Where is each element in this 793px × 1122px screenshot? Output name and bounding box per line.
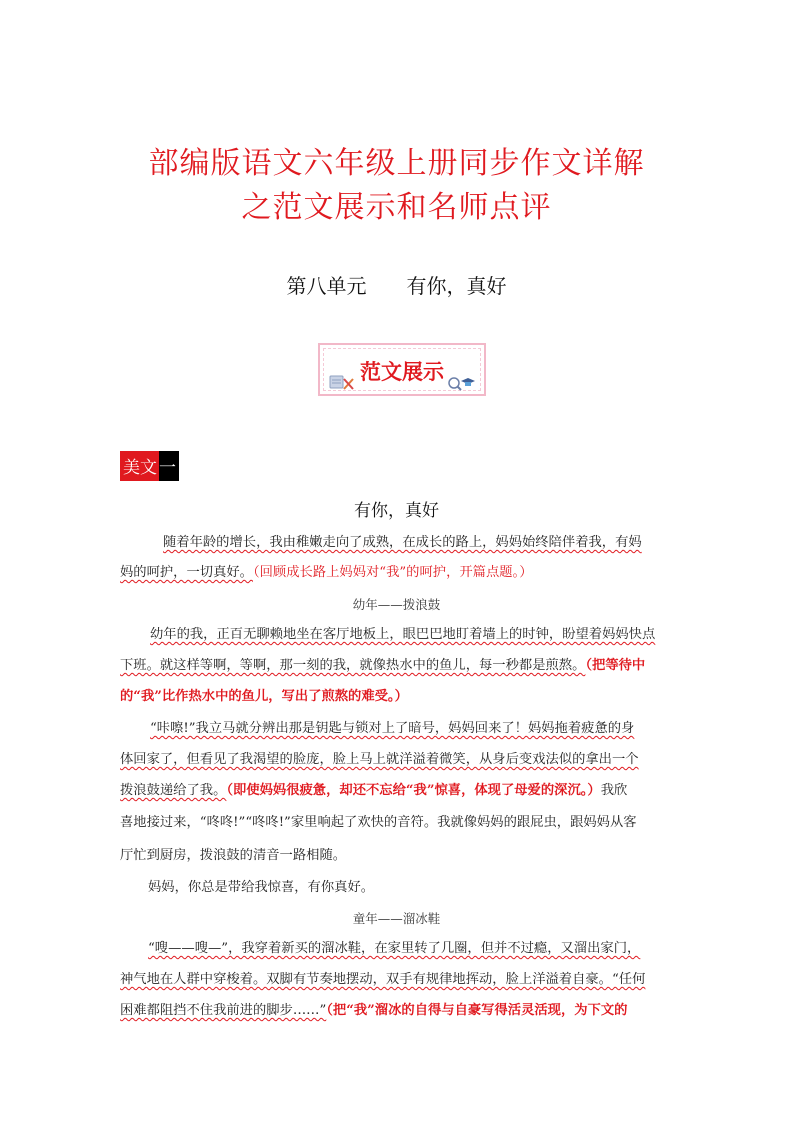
unit-topic: 有你，真好 [406,274,507,298]
essay-line [120,1001,680,1021]
essay-line [120,781,680,801]
unit-label: 第八单元 [286,274,367,298]
essay-tag-label: 美文 [120,451,159,481]
underlined-text: “咔嚓!”我立马就分辨出那是钥匙与锁对上了暗号，妈妈回来了！妈妈拖着疲惫的身 [150,721,635,736]
underlined-text: 幼年的我，正百无聊赖地坐在客厅地板上，眼巴巴地盯着墙上的时钟，盼望着妈妈快点 [150,627,656,642]
essay-subheading: 幼年——拨浪鼓 [352,597,441,612]
essay-line [150,625,690,645]
essay-line [120,687,680,707]
underlined-text: “嗖——嗖—”，我穿着新买的溜冰鞋，在家里转了几圈，但并不过瘾，又溜出家门， [148,941,641,956]
underlined-text: 神气地在人群中穿梭着。双脚有节奏地摆动，双手有规律地挥动，脸上洋溢着自豪。“任何 [120,972,646,987]
stationery-icon [329,373,355,397]
teacher-comment: 的“我”比作热水中的鱼儿，写出了煎熬的难受。） [120,689,408,704]
essay-line [120,750,680,770]
underlined-text: 拨浪鼓递给了我。 [120,783,227,798]
magnifier-cap-icon [447,375,475,397]
essay-subheading: 童年——溜冰鞋 [352,911,441,926]
section-badge-label: 范文展示 [360,360,444,384]
teacher-comment: （回顾成长路上妈妈对“我”的呵护，开篇点题。） [252,565,533,580]
essay-title: 有你，真好 [354,501,439,521]
document-title-line1: 部编版语文六年级上册同步作文详解 [148,146,645,181]
underlined-text: 随着年龄的增长，我由稚嫩走向了成熟，在成长的路上，妈妈始终陪伴着我，有妈 [163,535,642,550]
essay-line [120,970,680,990]
essay-line [163,533,683,553]
underlined-text: 妈的呵护，一切真好。 [120,565,253,580]
teacher-comment: （把“我”溜冰的自得与自豪写得活灵活现，为下文的 [326,1003,628,1018]
underlined-text: 困难都阻挡不住我前进的脚步……” [120,1003,327,1018]
section-badge [318,343,486,396]
essay-line [148,939,688,959]
essay-tag-number: 一 [159,451,179,481]
underlined-text: 下班。就这样等啊，等啊，那一刻的我，就像热水中的鱼儿，每一秒都是煎熬。 [120,658,586,673]
essay-text: 我欣 [600,783,628,798]
essay-line [120,563,680,583]
essay-line: 喜地接过来，“咚咚!”“咚咚!”家里响起了欢快的音符。我就像妈妈的跟屁虫，跟妈妈从客 [120,815,637,830]
essay-line: 厅忙到厨房，拨浪鼓的清音一路相随。 [120,848,347,863]
essay-line [120,656,680,676]
unit-heading [0,270,793,299]
teacher-comment: （把等待中 [585,658,646,673]
teacher-comment: （即使妈妈很疲惫，却还不忘给“我”惊喜，体现了母爱的深沉。） [226,783,601,798]
essay-line: 妈妈，你总是带给我惊喜，有你真好。 [148,880,375,895]
underlined-text: 体回家了，但看见了我渴望的脸庞，脸上马上就洋溢着微笑，从身后变戏法似的拿出一个 [120,752,639,767]
essay-tag [120,451,179,478]
document-title-line2: 之范文展示和名师点评 [241,190,552,225]
essay-line [150,719,690,739]
